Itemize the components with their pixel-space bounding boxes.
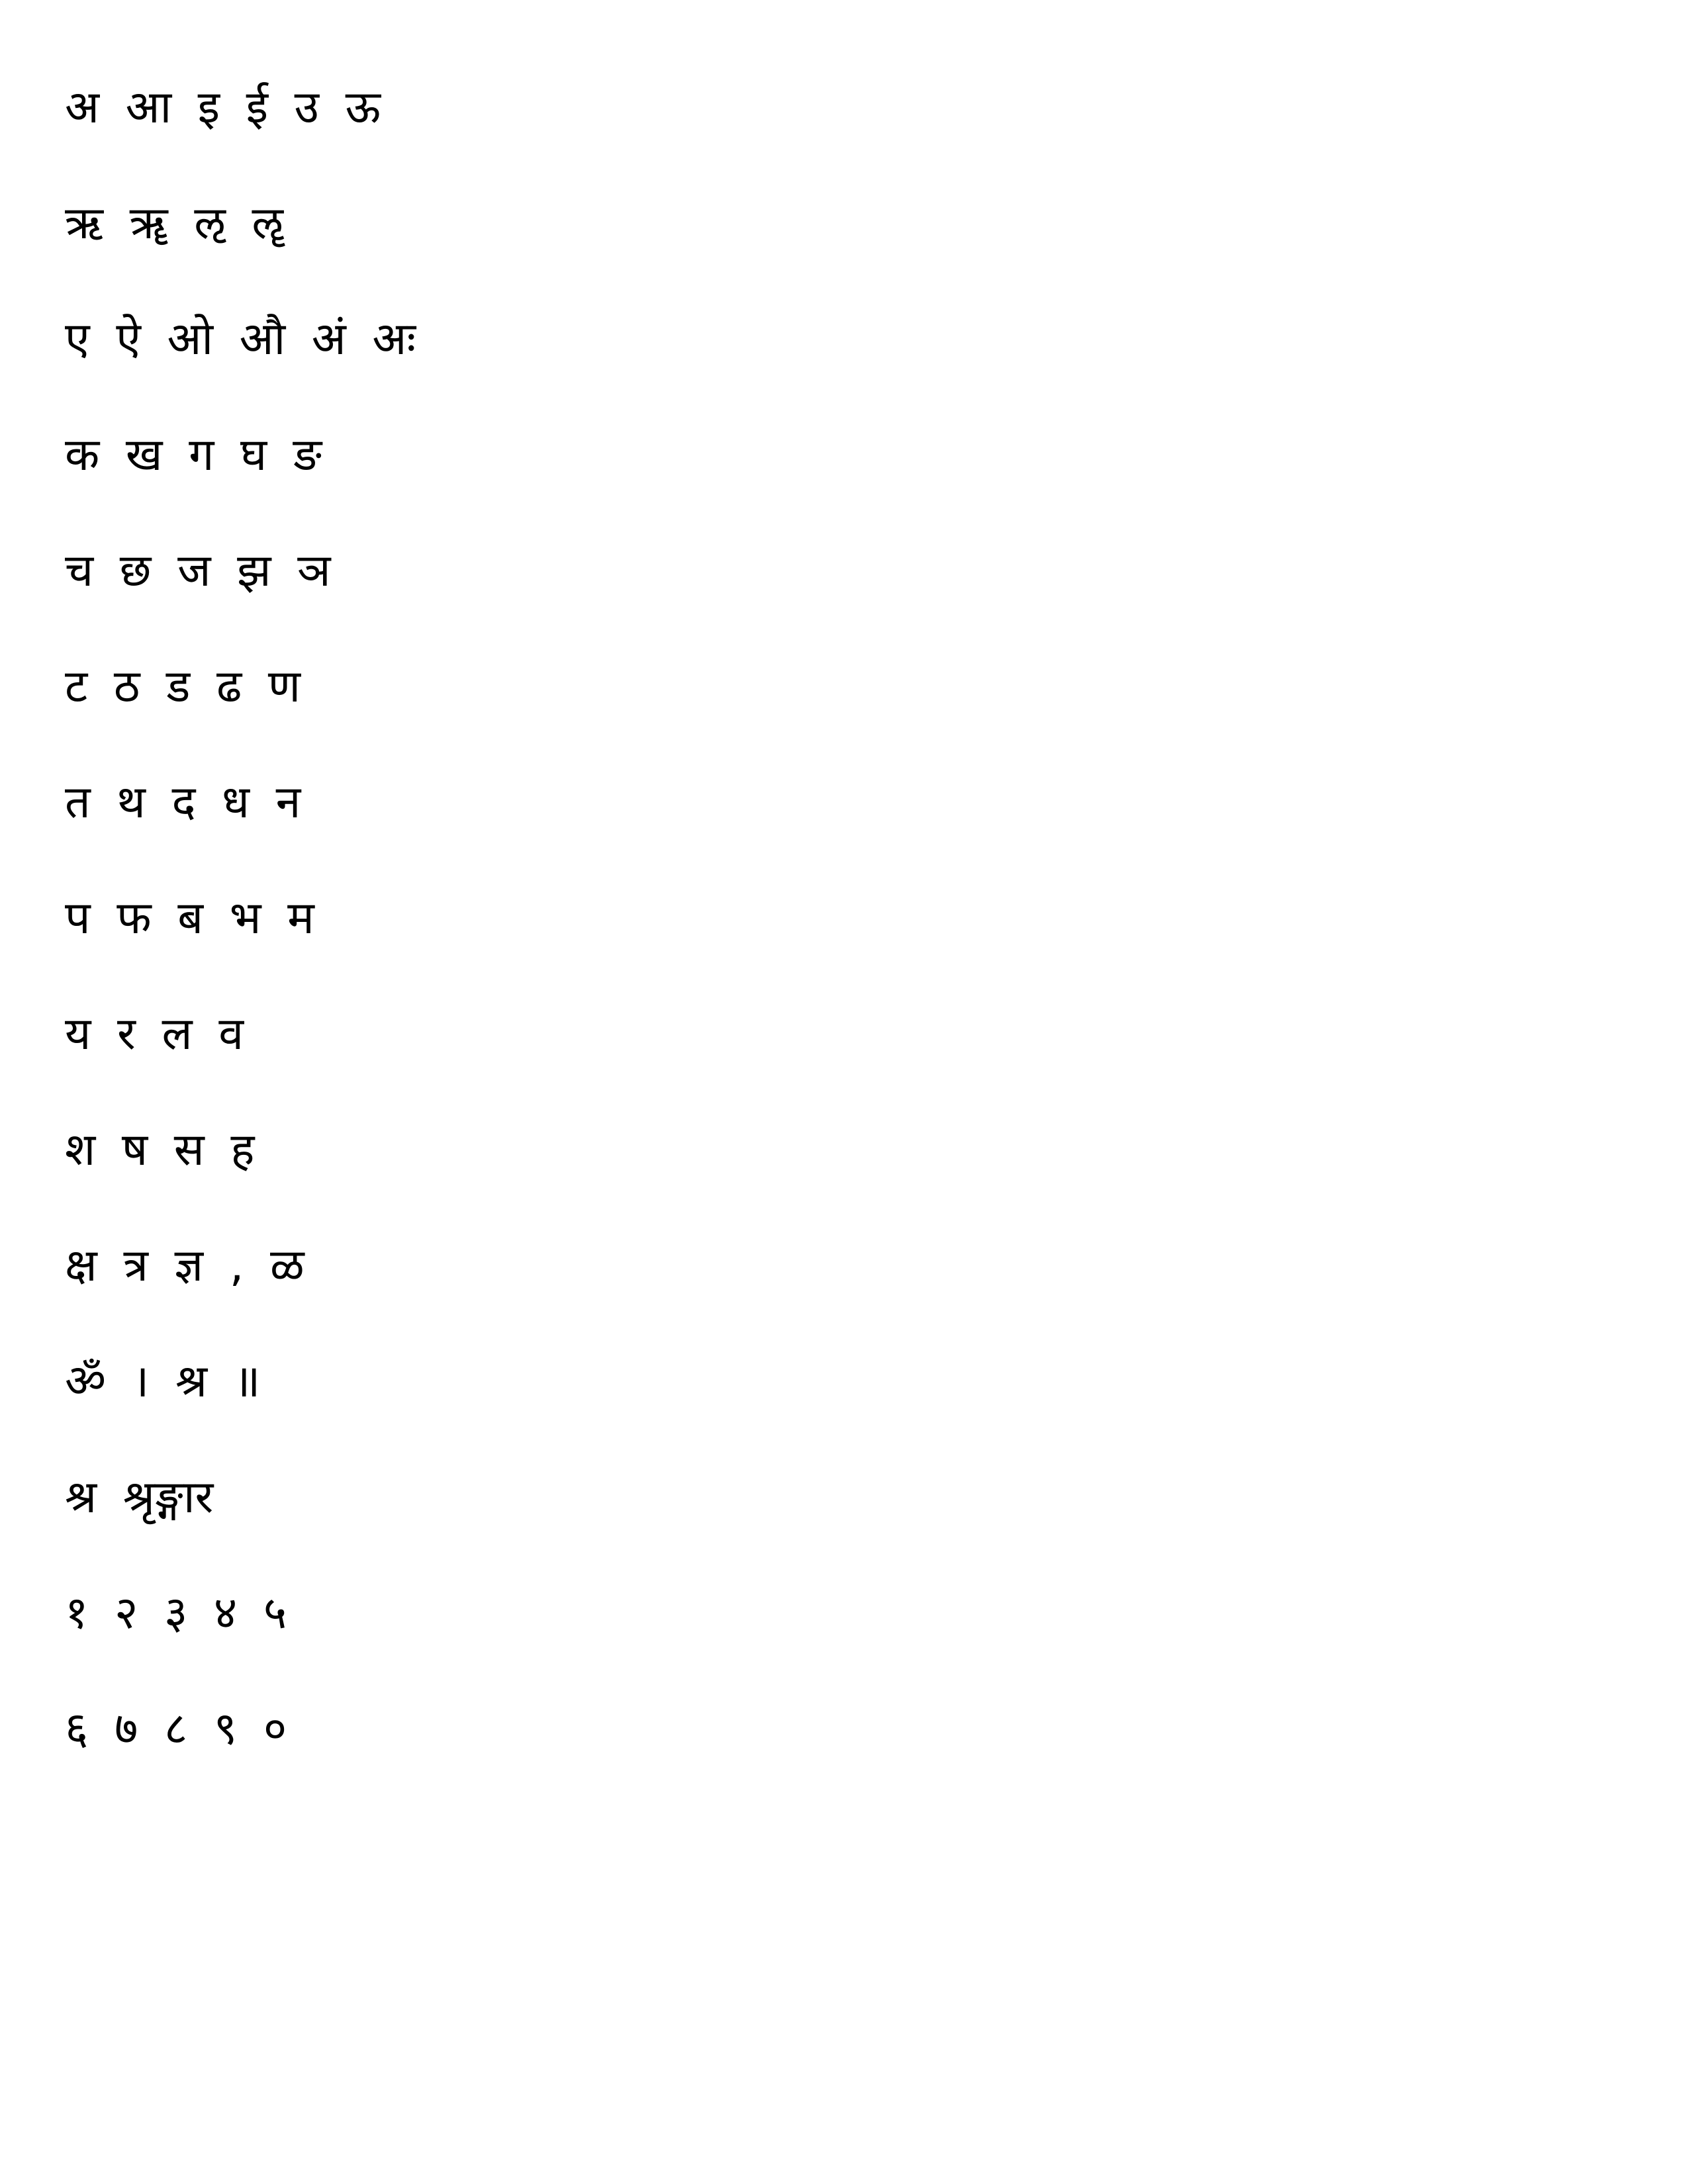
retroflex-consonants-line: ट ठ ड ढ ण	[65, 660, 301, 713]
vocalic-vowels-line: ऋ ॠ ऌ ॡ	[65, 197, 283, 250]
sibilants-line: श ष स ह	[65, 1124, 255, 1176]
velar-consonants-line: क ख ग घ ङ	[65, 429, 322, 481]
labial-consonants-line: प फ ब भ म	[65, 892, 314, 944]
digits-six-to-zero-line: ६ ७ ८ ९ ०	[65, 1703, 287, 1755]
symbols-line: ॐ । श्र ॥	[65, 1355, 261, 1408]
diphthongs-line: ए ऐ ओ औ अं अः	[65, 313, 416, 365]
vowels-line: अ आ इ ई उ ऊ	[65, 81, 381, 134]
ligature-example-line: श्र श्रृङ्गार	[65, 1471, 214, 1524]
semivowels-line: य र ल व	[65, 1008, 244, 1060]
palatal-consonants-line: च छ ज झ ञ	[65, 545, 331, 597]
digits-one-to-five-line: १ २ ३ ४ ५	[65, 1587, 287, 1639]
conjuncts-line: क्ष त्र ज्ञ , ळ	[65, 1240, 305, 1292]
dental-consonants-line: त थ द ध न	[65, 776, 301, 829]
